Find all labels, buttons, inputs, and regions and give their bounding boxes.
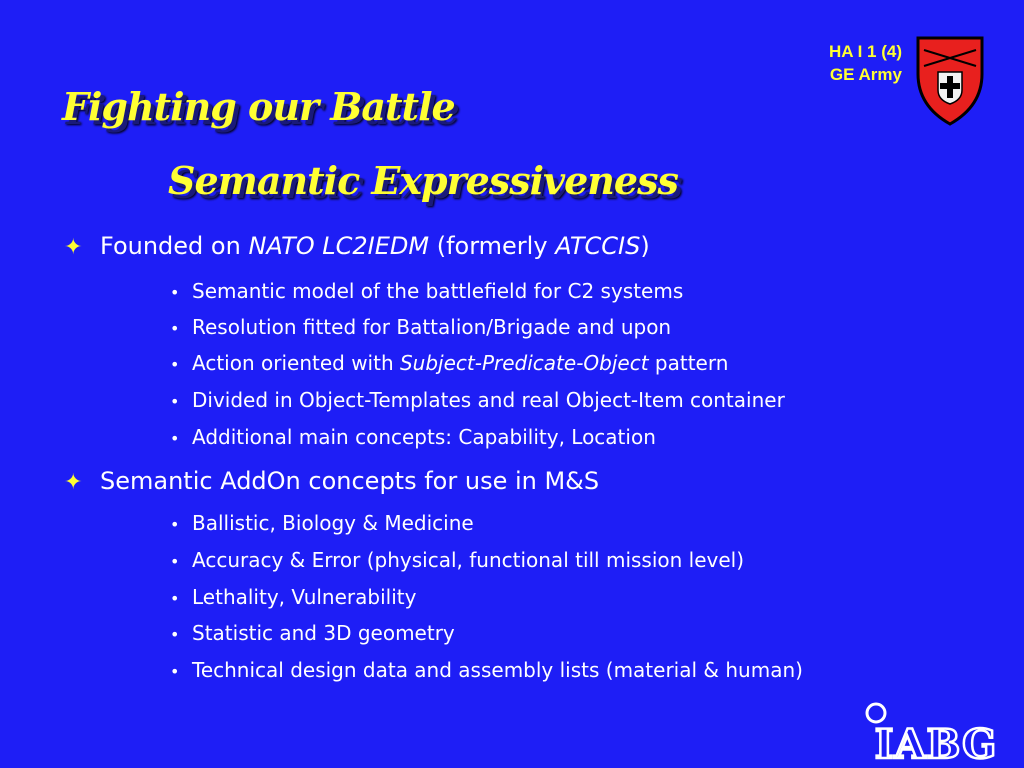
main-bullet-1: ✦ Founded on NATO LC2IEDM (formerly ATCCIS) bbox=[64, 232, 650, 260]
dot-bullet-icon: • bbox=[170, 355, 180, 374]
dot-bullet-icon: • bbox=[170, 589, 180, 608]
sub-bullet: • Action oriented with Subject-Predicate-Object pattern bbox=[170, 351, 729, 375]
iabg-logo-text: IABG bbox=[874, 721, 998, 762]
sub-bullet: • Ballistic, Biology & Medicine bbox=[170, 511, 474, 535]
star-bullet-icon: ✦ bbox=[64, 470, 83, 495]
organization-label: GE Army bbox=[829, 65, 902, 84]
sub-bullet: • Statistic and 3D geometry bbox=[170, 621, 455, 645]
sub-bullet: • Technical design data and assembly lists (material & human) bbox=[170, 658, 803, 682]
sub-bullet: • Semantic model of the battlefield for C2 systems bbox=[170, 279, 684, 303]
dot-bullet-icon: • bbox=[170, 283, 180, 302]
dot-bullet-icon: • bbox=[170, 515, 180, 534]
star-bullet-icon: ✦ bbox=[64, 235, 83, 260]
slide-title-line1: Fighting our Battle bbox=[62, 84, 455, 129]
iabg-logo bbox=[858, 700, 1014, 762]
sub-bullet: • Resolution fitted for Battalion/Brigade and upon bbox=[170, 315, 672, 339]
dot-bullet-icon: • bbox=[170, 429, 180, 448]
slide-code: HA I 1 (4) bbox=[828, 42, 902, 61]
slide-title-line2: Semantic Expressiveness bbox=[168, 158, 678, 203]
sub-bullet: • Additional main concepts: Capability, Location bbox=[170, 425, 656, 449]
sub-bullet: • Accuracy & Error (physical, functional till mission level) bbox=[170, 548, 745, 572]
dot-bullet-icon: • bbox=[170, 552, 180, 571]
sub-bullet: • Lethality, Vulnerability bbox=[170, 585, 417, 609]
dot-bullet-icon: • bbox=[170, 392, 180, 411]
dot-bullet-icon: • bbox=[170, 625, 180, 644]
main-bullet-2: ✦ Semantic AddOn concepts for use in M&S bbox=[64, 467, 600, 495]
sub-bullet: • Divided in Object-Templates and real Object-Item container bbox=[170, 388, 785, 412]
dot-bullet-icon: • bbox=[170, 319, 180, 338]
dot-bullet-icon: • bbox=[170, 662, 180, 681]
